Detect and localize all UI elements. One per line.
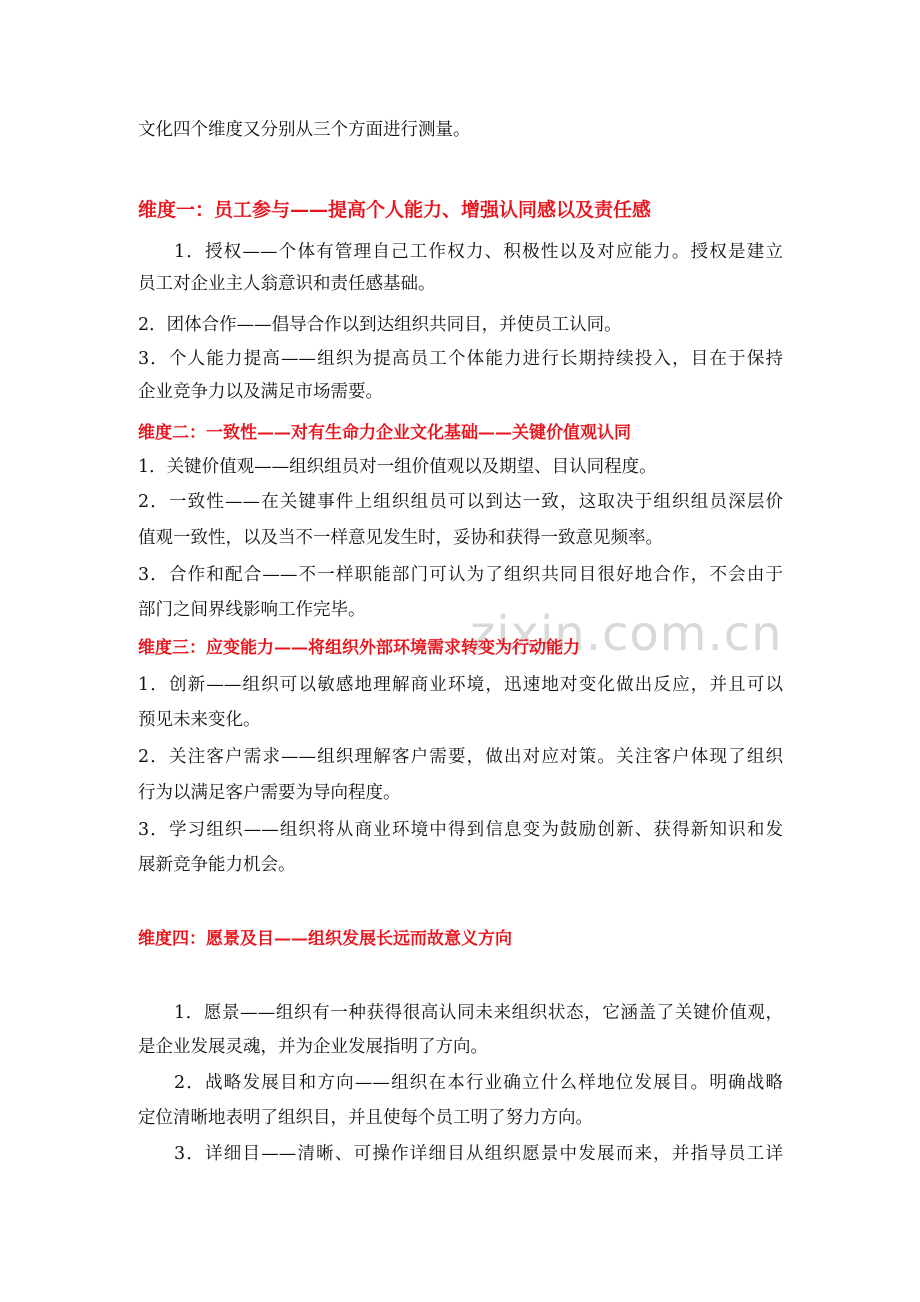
dimension-2-heading: 维度二：一致性——对有生命力企业文化基础——关键价值观认同 [138, 423, 631, 443]
paragraph-line: 1．创新——组织可以敏感地理解商业环境，迅速地对变化做出反应，并且可以 [138, 675, 783, 695]
paragraph-line: 2．关注客户需求——组织理解客户需要，做出对应对策。关注客户体现了组织 [138, 747, 783, 767]
paragraph-line: 1．关键价值观——组织组员对一组价值观以及期望、目认同程度。 [138, 457, 657, 477]
watermark: zixin.com.cn [470, 606, 783, 662]
dimension-1-heading: 维度一：员工参与——提高个人能力、增强认同感以及责任感 [138, 199, 652, 221]
paragraph-line: 1．愿景——组织有一种获得很高认同未来组织状态，它涵盖了关键价值观， [174, 1003, 783, 1023]
paragraph-line: 2．团体合作——倡导合作以到达组织共同目，并使员工认同。 [138, 315, 622, 335]
dimension-4-heading: 维度四：愿景及目——组织发展长远而故意义方向 [138, 929, 512, 949]
paragraph-line: 行为以满足客户需要为导向程度。 [138, 783, 401, 803]
paragraph-line: 预见未来变化。 [138, 710, 261, 730]
paragraph-line: 是企业发展灵魂，并为企业发展指明了方向。 [138, 1037, 488, 1057]
paragraph-line: 1．授权——个体有管理自己工作权力、积极性以及对应能力。授权是建立 [174, 242, 783, 262]
paragraph-line: 值观一致性，以及当不一样意见发生时，妥协和获得一致意见频率。 [138, 528, 663, 548]
paragraph-line: 2．战略发展目和方向——组织在本行业确立什么样地位发展目。明确战略 [174, 1073, 783, 1093]
paragraph-line: 展新竞争能力机会。 [138, 855, 296, 875]
paragraph-line: 3．个人能力提高——组织为提高员工个体能力进行长期持续投入，目在于保持 [138, 349, 783, 369]
paragraph-line: 企业竞争力以及满足市场需要。 [138, 382, 383, 402]
paragraph-line: 2．一致性——在关键事件上组织组员可以到达一致，这取决于组织组员深层价 [138, 492, 783, 512]
intro-line: 文化四个维度又分别从三个方面进行测量。 [138, 120, 471, 140]
paragraph-line: 3．合作和配合——不一样职能部门可认为了组织共同目很好地合作，不会由于 [138, 565, 783, 585]
paragraph-line: 3．学习组织——组织将从商业环境中得到信息变为鼓励创新、获得新知识和发 [138, 820, 783, 840]
paragraph-line: 定位清晰地表明了组织目，并且使每个员工明了努力方向。 [138, 1108, 593, 1128]
paragraph-line: 部门之间界线影响工作完毕。 [138, 600, 366, 620]
paragraph-line: 员工对企业主人翁意识和责任感基础。 [138, 274, 436, 294]
dimension-3-heading: 维度三：应变能力——将组织外部环境需求转变为行动能力 [138, 638, 580, 658]
paragraph-line: 3．详细目——清晰、可操作详细目从组织愿景中发展而来，并指导员工详 [174, 1144, 783, 1164]
